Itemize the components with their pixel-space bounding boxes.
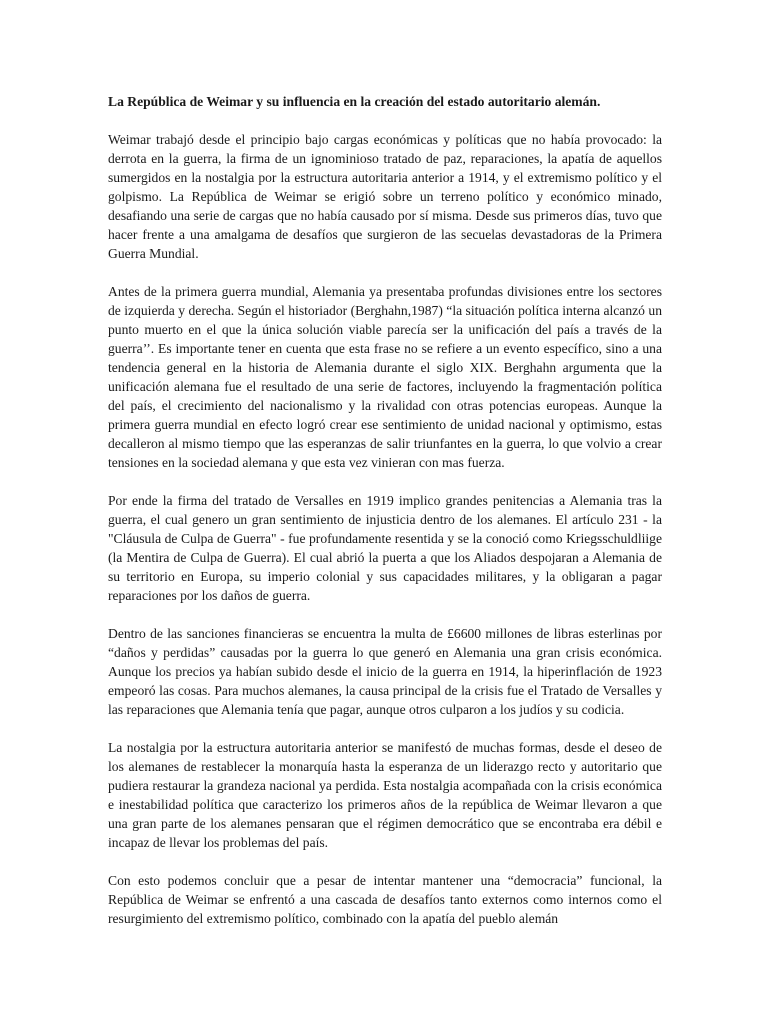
- paragraph-1: Weimar trabajó desde el principio bajo cargas económicas y políticas que no había provocado: la derrota en la guerra, la firma de un ignominioso tratado de paz, reparaciones, la apatía de aquellos sumergidos en la nostalgia por la estructura autoritaria anterior a 1914, y el extremismo político y el golpismo. La República de Weimar se erigió sobre un terreno político y económico minado, desafiando una serie de cargas que no había causado por sí misma. Desde sus primeros días, tuvo que hacer frente a una amalgama de desafíos que surgieron de las secuelas devastadoras de la Primera Guerra Mundial.: [108, 132, 662, 261]
- paragraph-2: Antes de la primera guerra mundial, Alemania ya presentaba profundas divisiones entre los sectores de izquierda y derecha. Según el historiador (Berghahn,1987) “la situación política interna alcanzó un punto muerto en el que la única solución viable parecía ser la unificación del país a través de la guerra’’. Es importante tener en cuenta que esta frase no se refiere a un evento específico, sino a una tendencia general en la historia de Alemania durante el siglo XIX. Berghahn argumenta que la unificación alemana fue el resultado de una serie de factores, incluyendo la fragmentación política del país, el crecimiento del nacionalismo y la rivalidad con otras potencias europeas. Aunque la primera guerra mundial en efecto logró crear ese sentimiento de unidad nacional y optimismo, estas decalleron al mismo tiempo que las esperanzas de salir triunfantes en la guerra, lo que volvio a crear tensiones en la sociedad alemana y que esta vez vinieran con mas fuerza.: [108, 284, 662, 470]
- paragraph-6: Con esto podemos concluir que a pesar de intentar mantener una “democracia” funcional, la República de Weimar se enfrentó a una cascada de desafíos tanto externos como internos como el resurgimiento del extremismo político, combinado con la apatía del pueblo alemán: [108, 873, 662, 926]
- paragraph-3: Por ende la firma del tratado de Versalles en 1919 implico grandes penitencias a Alemania tras la guerra, el cual genero un gran sentimiento de injusticia dentro de los alemanes. El artículo 231 - la "Cláusula de Culpa de Guerra" - fue profundamente resentida y se la conoció como Kriegsschuldliige (la Mentira de Culpa de Guerra). El cual abrió la puerta a que los Aliados despojaran a Alemania de su territorio en Europa, su imperio colonial y sus capacidades militares, y la obligaran a pagar reparaciones por los daños de guerra.: [108, 493, 662, 603]
- paragraph-4: Dentro de las sanciones financieras se encuentra la multa de £6600 millones de libras esterlinas por “daños y perdidas” causadas por la guerra lo que generó en Alemania una gran crisis económica. Aunque los precios ya habían subido desde el inicio de la guerra en 1914, la hiperinflación de 1923 empeoró las cosas. Para muchos alemanes, la causa principal de la crisis fue el Tratado de Versalles y las reparaciones que Alemania tenía que pagar, aunque otros culparon a los judíos y su codicia.: [108, 626, 662, 717]
- paragraph-5: La nostalgia por la estructura autoritaria anterior se manifestó de muchas formas, desde el deseo de los alemanes de restablecer la monarquía hasta la esperanza de un liderazgo recto y autoritario que pudiera restaurar la grandeza nacional ya perdida. Esta nostalgia acompañada con la crisis económica e inestabilidad política que caracterizo los primeros años de la república de Weimar llevaron a que una gran parte de los alemanes pensaran que el régimen democrático que se encontraba era débil e incapaz de llevar los problemas del país.: [108, 740, 662, 850]
- document-page: [108, 92, 662, 928]
- document-title: La República de Weimar y su influencia en la creación del estado autoritario alemán.: [108, 94, 601, 109]
